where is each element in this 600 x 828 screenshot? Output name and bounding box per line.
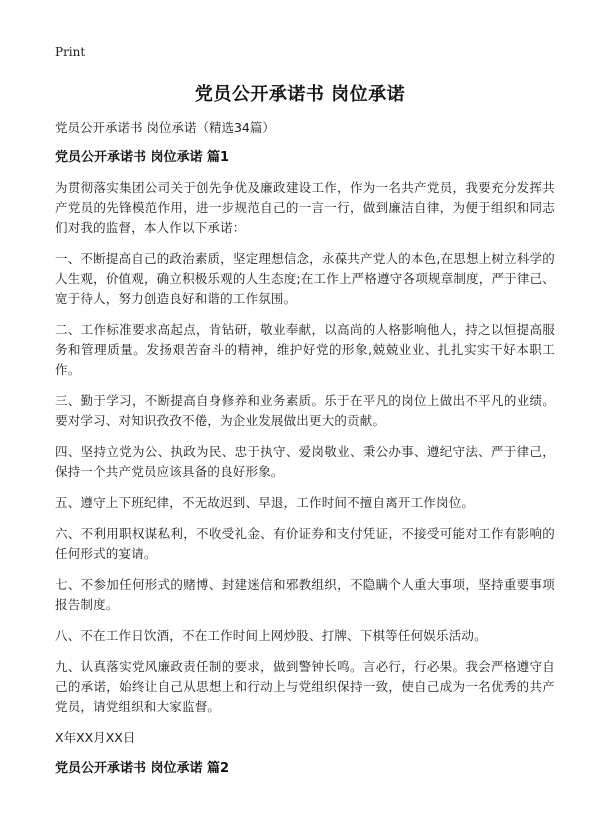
document-date: X年XX月XX日 (55, 730, 136, 745)
paragraph-item-4: 四、坚持立党为公、执政为民、忠于执守、爱岗敬业、秉公办事、遵纪守法、严于律己，保持一个共产党员应该具备的良好形象。 (55, 444, 555, 479)
paragraph-item-2: 二、工作标准要求高起点，肯钻研，敬业奉献，以高尚的人格影响他人，持之以恒提高服务和管理质量。发扬艰苦奋斗的精神，维护好党的形象,兢兢业业、扎扎实实干好本职工作。 (55, 322, 555, 377)
paragraph-intro: 为贯彻落实集团公司关于创先争优及廉政建设工作，作为一名共产党员，我要充分发挥共产党员的先锋模范作用，进一步规范自己的一言一行，做到廉洁自律，为便于组织和同志们对我的监督，本人作以下承诺： (55, 180, 555, 235)
section-heading-1: 党员公开承诺书 岗位承诺 篇1 (55, 150, 230, 165)
paragraph-item-9: 九、认真落实党风廉政责任制的要求，做到警钟长鸣。言必行，行必果。我会严格遵守自己的承诺，始终让自己从思想上和行动上与党组织保持一致，使自己成为一名优秀的共产党员，请党组织和大家监督。 (55, 659, 555, 714)
document-subtitle: 党员公开承诺书 岗位承诺（精选34篇） (55, 120, 275, 135)
page-title: 党员公开承诺书 岗位承诺 (194, 84, 406, 105)
document-body (55, 118, 555, 789)
paragraph-item-5: 五、遵守上下班纪律，不无故迟到、早退，工作时间不擅自离开工作岗位。 (55, 495, 475, 510)
paragraph-item-3: 三、勤于学习，不断提高自身修养和业务素质。乐于在平凡的岗位上做出不平凡的业绩。要对学习、对知识孜孜不倦，为企业发展做出更大的贡献。 (55, 393, 555, 428)
paragraph-item-7: 七、不参加任何形式的赌博、封建迷信和邪教组织，不隐瞒个人重大事项，坚持重要事项报告制度。 (55, 577, 555, 612)
print-link[interactable]: Print (55, 45, 86, 59)
paragraph-item-6: 六、不利用职权谋私利，不收受礼金、有价证券和支付凭证，不接受可能对工作有影响的任何形式的宴请。 (55, 526, 555, 561)
paragraph-item-1: 一、不断提高自己的政治素质，坚定理想信念，永葆共产党人的本色,在思想上树立科学的人生观，价值观，确立积极乐观的人生态度;在工作上严格遵守各项规章制度，严于律己、宽于待人，努力创造良好和谐的工作氛围。 (55, 251, 555, 306)
section-heading-2: 党员公开承诺书 岗位承诺 篇2 (55, 761, 230, 776)
paragraph-item-8: 八、不在工作日饮酒，不在工作时间上网炒股、打牌、下棋等任何娱乐活动。 (55, 628, 487, 643)
